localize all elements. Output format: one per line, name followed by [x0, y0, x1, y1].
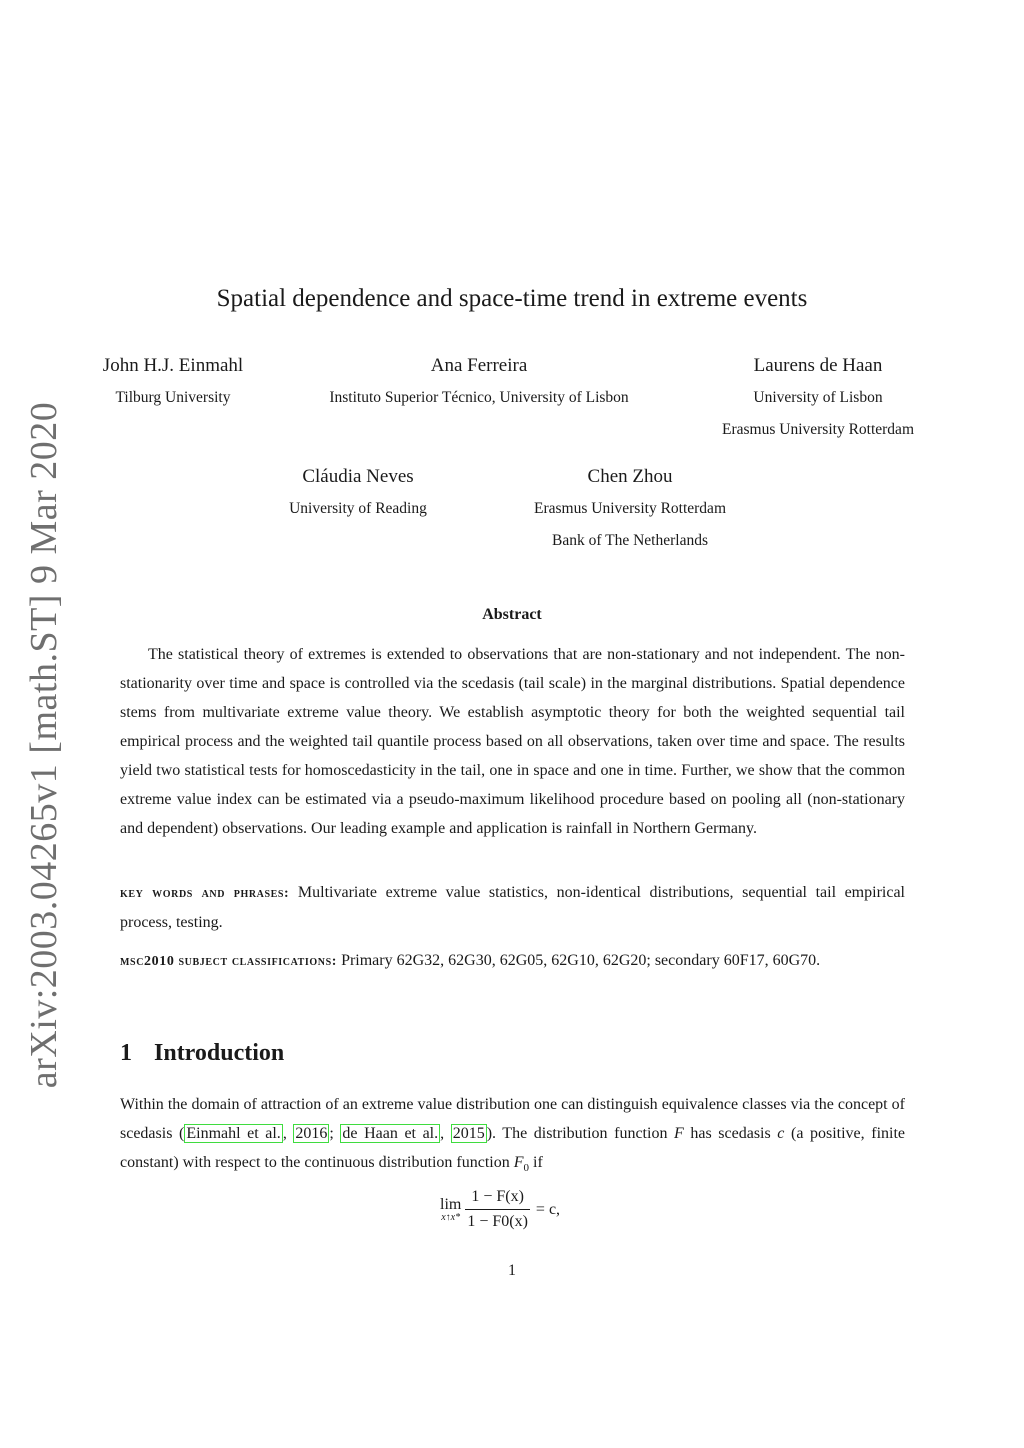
paper-title: Spatial dependence and space-time trend in extreme events — [216, 285, 808, 312]
citation-link[interactable] — [451, 1124, 487, 1143]
citation-link[interactable] — [340, 1124, 440, 1143]
section-number: 1 — [120, 1040, 132, 1066]
intro-text: has scedasis — [683, 1125, 778, 1142]
keywords-text: Multivariate extreme value statistics, non-identical distributions, sequential tail empirical process, testing. — [120, 884, 905, 931]
author-name: Ana Ferreira — [430, 355, 528, 376]
limit-subscript: x↑x* — [441, 1212, 461, 1223]
citation-link[interactable] — [184, 1124, 282, 1143]
msc-block — [120, 946, 905, 976]
author-block-zhou — [500, 466, 760, 550]
section-title: Introduction — [154, 1040, 285, 1066]
author-name: Laurens de Haan — [753, 355, 883, 376]
author-affiliation: University of Lisbon — [753, 389, 883, 406]
display-equation — [0, 1188, 1024, 1248]
fraction-numerator: 1 − F(x) — [471, 1188, 524, 1205]
section-heading — [120, 1040, 284, 1067]
citation-author: Einmahl et al. — [186, 1125, 281, 1142]
author-name: Cláudia Neves — [302, 466, 414, 487]
author-block-einmahl — [73, 355, 273, 407]
keywords-label: key words and phrases: — [120, 886, 290, 901]
math-variable: c — [777, 1125, 785, 1142]
msc-text: Primary 62G32, 62G30, 62G05, 62G10, 62G20; secondary 60F17, 60G70. — [341, 952, 821, 969]
citation-year: 2015 — [452, 1125, 485, 1142]
citation-author: de Haan et al. — [342, 1125, 439, 1142]
citation-year: 2016 — [295, 1125, 328, 1142]
math-variable: F — [674, 1125, 684, 1142]
author-affiliation: Erasmus University Rotterdam — [722, 421, 914, 438]
fraction-denominator: 1 − F0(x) — [465, 1209, 530, 1231]
author-block-neves — [258, 466, 458, 518]
author-name: Chen Zhou — [587, 466, 673, 487]
intro-text: if — [529, 1154, 543, 1171]
limit-operator — [440, 1196, 461, 1223]
author-name: John H.J. Einmahl — [102, 355, 244, 376]
intro-paragraph: Within the domain of attraction of an extreme value distribution one can distinguish equivalence classes via the concept of scedasis ( Einmahl et al. , 2016 ; de Haan et al. , 2015 ). The distribution function F has scedasis c (a positive, finite constant) with respect to the continuous distribution function $F_0$ if — [120, 1096, 905, 1175]
citation-separator: ; — [329, 1125, 341, 1142]
author-block-dehaan — [688, 355, 948, 439]
abstract-heading: Abstract — [482, 606, 542, 623]
author-block-ferreira — [279, 355, 679, 407]
page-number: 1 — [508, 1262, 516, 1279]
citation-link[interactable] — [293, 1124, 329, 1143]
limit-text: lim — [440, 1196, 462, 1213]
abstract-text: The statistical theory of extremes is extended to observations that are non-stationary and not independent. The non-stationarity over time and space is controlled via the scedasis (tail scale) in the marginal distributions. Spatial dependence stems from multivariate extreme value theory. We establish asymptotic theory for both the weighted sequential tail empirical process and the weighted tail quantile process based on all observations, taken over time and space. The results yield two statistical tests for homoscedasticity in the tail, one in space and one in time. Further, we show that the common extreme value index can be estimated via a pseudo-maximum likelihood procedure based on pooling all (non-stationary and dependent) observations. Our leading example and application is rainfall in Northern Germany. — [120, 646, 905, 837]
intro-text: (a positive, finite constant) with respect to the continuous distribution function — [120, 1125, 905, 1171]
intro-text: ). The distribution function — [486, 1125, 675, 1142]
equation-rhs: = c, — [535, 1200, 561, 1218]
author-affiliation: Erasmus University Rotterdam — [534, 500, 726, 517]
math-subscript: 0 — [523, 1162, 529, 1175]
author-affiliation: Tilburg University — [115, 389, 231, 406]
msc-label: msc2010 subject classifications: — [120, 954, 338, 969]
arxiv-stamp: arXiv:2003.04265v1 [math.ST] 9 Mar 2020 — [23, 401, 65, 1089]
math-variable: F — [513, 1154, 524, 1171]
author-affiliation: University of Reading — [289, 500, 427, 517]
author-affiliation: Instituto Superior Técnico, University of Lisbon — [329, 389, 629, 406]
fraction — [465, 1188, 530, 1231]
keywords-block — [120, 878, 905, 937]
intro-text: Within the domain of attraction of an extreme value distribution one can distinguish equivalence classes via the concept of scedasis ( — [120, 1096, 905, 1142]
author-affiliation: Bank of The Netherlands — [552, 532, 708, 549]
